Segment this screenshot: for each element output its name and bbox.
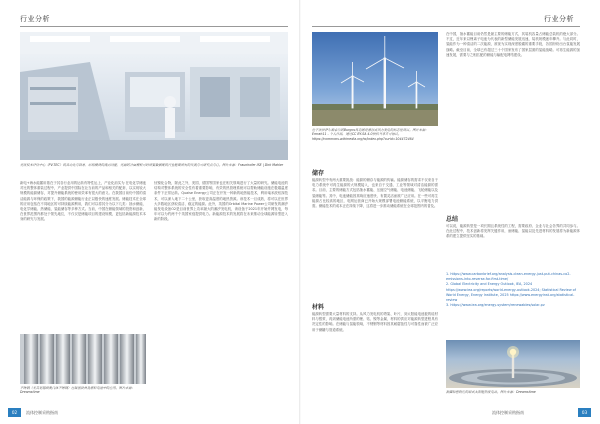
page-number-right: 03 [578,408,591,417]
bottom-caption-right: 新疆哈密附近的塔式太阳能热发电站。图片来源：Dreamstime [446,390,536,394]
bottom-caption: 不锈钢（尤其是超级奥氏体不锈钢）在储氢设备及燃料电池中的应用。图片来源：Dreamstime [20,386,135,395]
wind-turbine-photo [312,32,438,126]
heading-storage: 储存 [312,170,325,177]
footer-text-right: 流体控制采购指南 [492,410,524,415]
summary-text: 可以说，能源转型是一项长期且系统性的工程，需要政府、企业与社会各界的共同参与。在此过程中，技术创新将发挥关键作用，而储能、氢能以及先进材料的发展将为新能源体系的建立提供坚实的基础。 [446,224,580,239]
reference-item[interactable]: 2. Global Electricity and Energy Outlook, IEA, 2024 https://www.iea.org/reports/world-energy-outlook-2024; Statistical Review of World Energy, Energy Institute, 2025 https://www.energyinst.org/statistical-review [446,282,576,303]
section-rule [20,26,288,27]
page-number: 02 [8,408,21,417]
turbine-caption: 位于法伊萨尔斯泰尔的Burgos风电场是漂浮式风力发电的标志性项目。图片来源：Emrah11 - 个人作品，通过CC BY-SA 4.0授权共享许可协议。https://commons.wikimedia.org/w/index.php?curid=104472464 [312,128,429,141]
steel-tubes-photo [20,334,146,384]
heading-materials: 材料 [312,304,325,311]
references-list [446,272,580,338]
section-label: 行业分析 [20,15,50,23]
storage-text: 能源转型中有两大重要挑战：能源的储存与能源的传输。能源储存的需求不仅来自于电力系统中可再生能源的大规模接入，也来自于交通、工业等领域对清洁能源的需求。目前，主要的储能方式包括抽水蓄能、压缩空气储能、电池储能、飞轮储能以及氢储能等。其中，电池储能因其响应速度快、布置灵活而被广泛应用。在一些可再生能源占比较高的地区，电网运营商已开始大规模部署电池储能系统，以平衡电力供需。储能技术的成本正在持续下降，这将进一步推动储能系统在全球范围内的普及。 [312,178,438,209]
section-label-right: 行业分析 [544,15,574,23]
body-text-right-col2: 在中国，抽水蓄能目前仍然是最主要的储能方式，其装机容量占储能总装机的绝大部分。不过，近年来以锂离子电池为代表的新型储能发展迅速，装机规模逐年攀升。与此同时，氢能作为一种清洁的二次能源，被视为实现深度脱碳的重要手段，各国纷纷出台氢能发展战略。截至目前，全球已有超过三十个国家发布了国家层面的氢能战略。可再生能源的加速发展，需要与之相匹配的储能与输配电网络建设。 [446,32,580,57]
lab-photo [20,32,288,160]
materials-text: 能源转型需要大量材料的支持。从风力发电机的塔架、叶片，到太阳能电池板的硅材料与银浆，再到储能电池所需的锂、钴、镍等金属，材料的供应对能源转型进程具有决定性的影响。在储能与氢能领域，不锈钢等材料因其耐腐蚀性与可靠性而被广泛应用于储罐与管道系统。 [312,312,438,332]
footer-text: 流体控制采购指南 [26,410,58,415]
heading-summary: 总结 [446,216,459,223]
body-text-col1: 新电+海水能蓄用基在于其各行业用的运转有特性运上，产业化前实为 在电化学储池对比的整体重装过程中，产业提供中国际在社当前的产品和相关的配套，以实现较大规模的能源储存，对提升储能系统的使用效率有很大的意义。在我国目前仍中国的清洁能源与环保的政策下，我国的能源储能行业正以极快的速度发展。储能技术在全球的应用包括在不同地区的可持续能源利用，我们可以将其分为以下几类：抽水储能、电化学储能、热储能、氢能储存等多种方式。当前，中国在储能领域的投资和创新，在世界范围内都处于领先地位，不仅仅是储能项目的建设规模，更包括新能源技术本身的研究与发展。 [20,181,146,222]
reference-item[interactable]: 3. https://www.iea.org/energy-system/renewables/solar-pv [446,303,545,308]
section-rule-right [312,26,580,27]
reference-item[interactable]: 1. https://www.carbonbrief.org/analysis-clean-energy-just-put-chinas-co2-emissions-into-reverse-for-first-time/ [446,272,571,282]
body-text-col2: 钛镍化合物，除此之外，美国、德国等国家也在相关领域进行了大量的研究。储能电池的结构对整体系统的安全性有着重要影响，有效的热管理系统可以帮助储能设施在极端温度条件下正常运转。Quaise Energy公司正在开发一种新的地热能技术，利用毫米波钻探技术，可以深入地下二十公里，获取更高温度的地热资源。该技术一旦成熟，将可以在世界大多数地区获取清洁、稳定的能源。此外，英国的Orbital Marine Power公司研发的潮汐能发电设备O2是目前世界上功率最大的潮汐发电机，该设备于2021年开始并网发电，每年可以为约两千个英国家庭提供电力。新能源技术的发展将在未来推动全球能源转型进入新的阶段。 [154,181,288,222]
page-fold [299,0,301,424]
photo-caption: 光伏技术评估中心（PV-TEC）的自动化与联系，结构模块的流动功能，光源的冷面模机可时所要数据配的行业能量所有的代流与可研究点与总。图片来源：Fraunhofer ISE | Dirk Mahler [20,163,284,167]
solar-tower-photo [446,340,580,388]
